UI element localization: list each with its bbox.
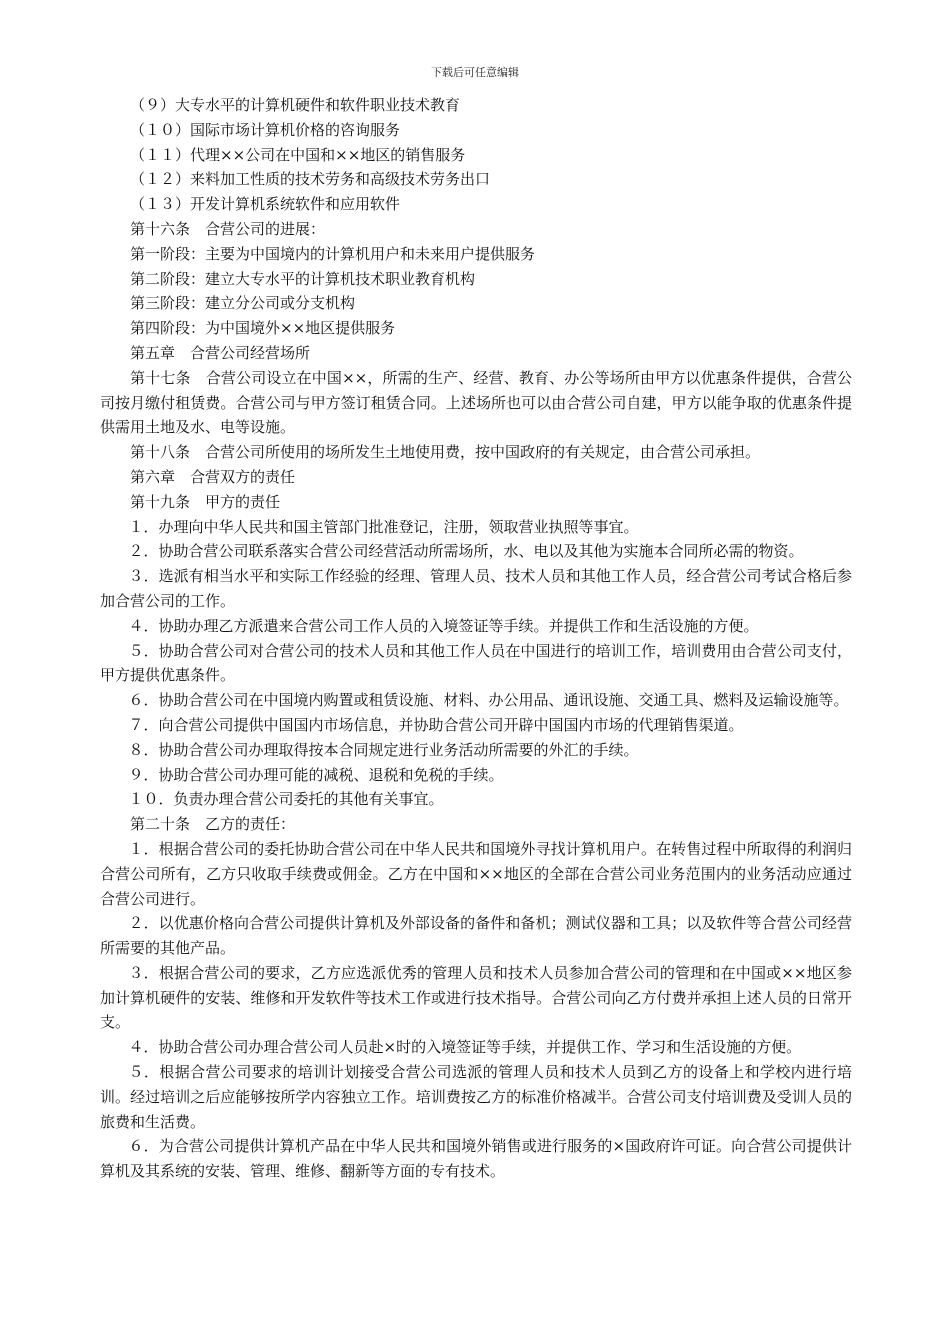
page-header: 下载后可任意编辑	[431, 66, 519, 79]
text-line: （１２）来料加工性质的技术劳务和高级技术劳务出口	[130, 170, 491, 189]
text-line: 第一阶段：主要为中国境内的计算机用户和未来用户提供服务	[130, 244, 536, 263]
text-line: （１０）国际市场计算机价格的咨询服务	[130, 120, 401, 139]
list-item: ２．协助合营公司联系落实合营公司经营活动所需场所，水、电以及其他为实施本合同所必需的物资。	[128, 542, 804, 561]
list-item: ４．协助合营公司办理合营公司人员赴×时的入境签证等手续，并提供工作、学习和生活设施的方便。	[128, 1038, 802, 1057]
text-line: 第二阶段：建立大专水平的计算机技术职业教育机构	[130, 269, 476, 288]
list-item: ９．协助合营公司办理可能的减税、退税和免税的手续。	[128, 765, 504, 784]
text-line: 第五章 合营公司经营场所	[130, 343, 311, 362]
list-item: ８．协助合营公司办理取得按本合同规定进行业务活动所需要的外汇的手续。	[128, 740, 639, 759]
text-line: 第六章 合营双方的责任	[130, 467, 296, 486]
list-item: １０．负责办理合营公司委托的其他有关事宜。	[128, 790, 444, 809]
text-line: （１１）代理××公司在中国和××地区的销售服务	[130, 145, 466, 164]
text-line: 第三阶段：建立分公司或分支机构	[130, 294, 356, 313]
list-item: ５．根据合营公司要求的培训计划接受合营公司选派的管理人员和技术人员到乙方的设备上和学校内进行培训。经过培训之后应能够按所学内容独立工作。培训费按乙方的标准价格减半。合营公司支付培训费及受训人员的旅费和生活费。	[100, 1063, 852, 1131]
list-item: ７．向合营公司提供中国国内市场信息，并协助合营公司开辟中国国内市场的代理销售渠道。	[128, 715, 744, 734]
document-body	[100, 93, 852, 1184]
text-line: 第二十条 乙方的责任：	[130, 815, 296, 834]
text-line: （９）大专水平的计算机硬件和软件职业技术教育	[130, 96, 461, 114]
list-item: ５．协助合营公司对合营公司的技术人员和其他工作人员在中国进行的培训工作，培训费用由合营公司支付，甲方提供优惠条件。	[100, 641, 852, 685]
clause-paragraph: 第十七条 合营公司设立在中国××，所需的生产、经营、教育、办公等场所由甲方以优惠条件提供，合营公司按月缴付租赁费。合营公司与甲方签订租赁合同。上述场所也可以由合营公司自建，甲方以能争取的优惠条件提供需用土地及水、电等设施。	[100, 368, 852, 437]
list-item: ３．选派有相当水平和实际工作经验的经理、管理人员、技术人员和其他工作人员，经合营公司考试合格后参加合营公司的工作。	[100, 567, 852, 610]
list-item: ６．协助合营公司在中国境内购置或租赁设施、材料、办公用品、通讯设施、交通工具、燃料及运输设施等。	[128, 691, 849, 710]
list-item: ２．以优惠价格向合营公司提供计算机及外部设备的备件和备机；测试仪器和工具；以及软件等合营公司经营所需要的其他产品。	[100, 914, 852, 958]
text-line: 第四阶段：为中国境外××地区提供服务	[130, 319, 396, 338]
text-line: （１３）开发计算机系统软件和应用软件	[130, 195, 401, 214]
list-item: １．办理向中华人民共和国主管部门批准登记，注册，领取营业执照等事宜。	[128, 517, 639, 536]
text-line: 第十九条 甲方的责任	[130, 492, 281, 511]
list-item: ６．为合营公司提供计算机产品在中华人民共和国境外销售或进行服务的×国政府许可证。向合营公司提供计算机及其系统的安装、管理、维修、翻新等方面的专有技术。	[100, 1137, 852, 1181]
text-line: 第十六条 合营公司的进展：	[130, 219, 326, 238]
list-item: ４．协助办理乙方派遣来合营公司工作人员的入境签证等手续。并提供工作和生活设施的方便。	[128, 616, 759, 635]
clause-paragraph: 第十八条 合营公司所使用的场所发生土地使用费，按中国政府的有关规定，由合营公司承担。	[130, 443, 761, 462]
list-item: １．根据合营公司的委托协助合营公司在中华人民共和国境外寻找计算机用户。在转售过程中所取得的利润归合营公司所有，乙方只收取手续费或佣金。乙方在中国和××地区的全部在合营公司业务范围内的业务活动应通过合营公司进行。	[100, 839, 852, 908]
list-item: ３．根据合营公司的要求，乙方应选派优秀的管理人员和技术人员参加合营公司的管理和在中国或××地区参加计算机硬件的安装、维修和开发软件等技术工作或进行技术指导。合营公司向乙方付费并承担上述人员的日常开支。	[100, 963, 852, 1032]
